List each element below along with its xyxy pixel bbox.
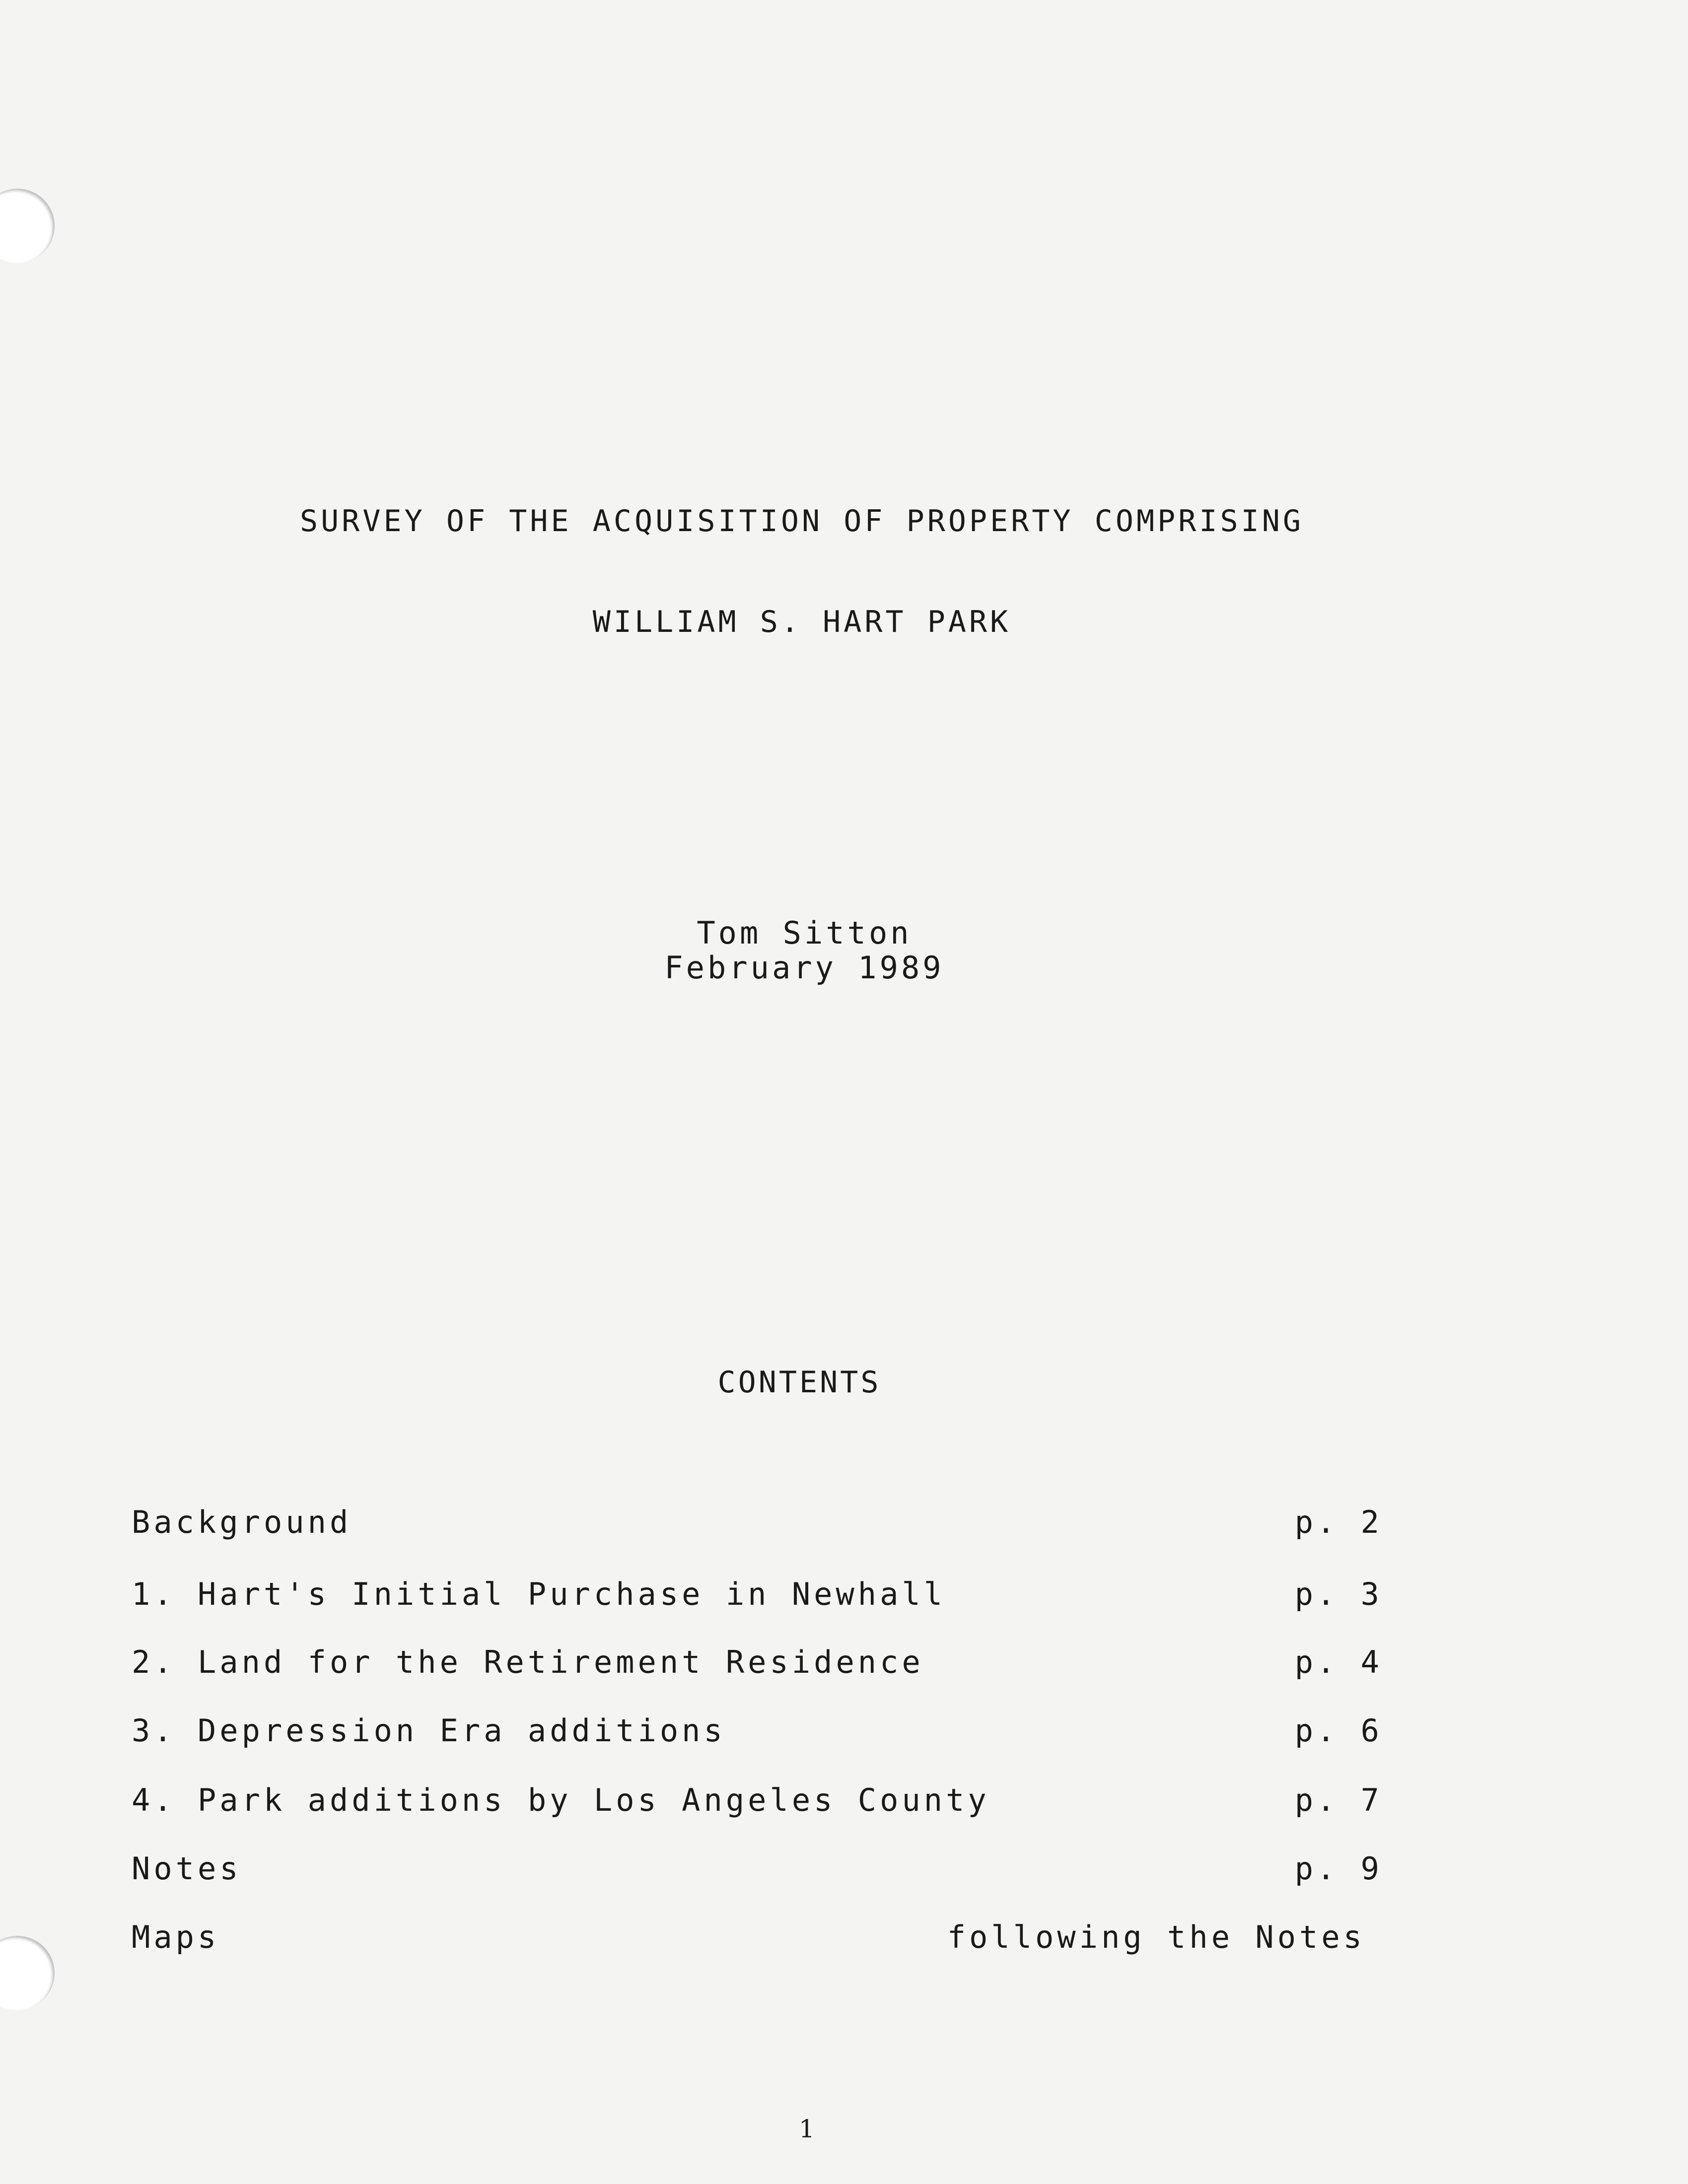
toc-label: 3. Depression Era additions	[132, 1712, 726, 1749]
toc-entry	[132, 1576, 1383, 1616]
punch-hole	[0, 1936, 55, 2010]
toc-label: 4. Park additions by Los Angeles County	[132, 1782, 990, 1818]
toc-entry	[132, 1782, 1383, 1822]
page-number: 1	[799, 2115, 815, 2143]
author-date: February 1989	[664, 950, 944, 986]
toc-entry	[132, 1850, 1383, 1890]
toc-page: p. 6	[1294, 1712, 1383, 1749]
toc-label: Background	[132, 1504, 352, 1540]
toc-entry	[132, 1919, 1383, 1959]
punch-hole	[0, 189, 55, 263]
toc-page: p. 3	[1294, 1576, 1383, 1612]
toc-label: 2. Land for the Retirement Residence	[132, 1644, 924, 1680]
author-name: Tom Sitton	[697, 915, 912, 951]
toc-label: Notes	[132, 1850, 242, 1887]
title-line-1: SURVEY OF THE ACQUISITION OF PROPERTY COMPRISING	[300, 504, 1304, 539]
toc-label: Maps	[132, 1919, 220, 1955]
title-line-2: WILLIAM S. HART PARK	[592, 605, 1011, 639]
toc-page: p. 7	[1294, 1782, 1383, 1818]
toc-label: 1. Hart's Initial Purchase in Newhall	[132, 1576, 946, 1612]
toc-entry	[132, 1712, 1383, 1752]
contents-heading: CONTENTS	[717, 1365, 881, 1400]
toc-page: p. 4	[1294, 1644, 1383, 1680]
toc-page: p. 2	[1294, 1504, 1383, 1540]
toc-page: p. 9	[1294, 1850, 1383, 1887]
toc-entry	[132, 1504, 1383, 1544]
toc-entry	[132, 1644, 1383, 1684]
toc-page: following the Notes	[947, 1919, 1365, 1955]
